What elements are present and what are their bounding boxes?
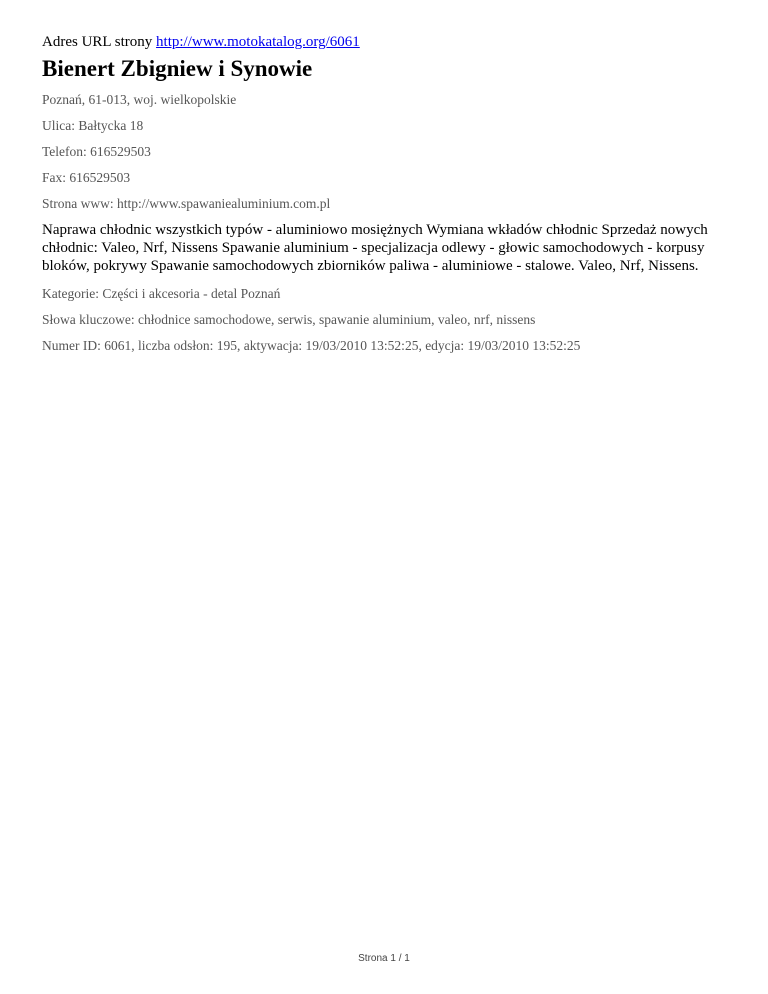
website-line: Strona www: http://www.spawaniealuminium.com.pl (42, 196, 331, 211)
company-name: Bienert Zbigniew i Synowie (42, 56, 313, 81)
phone-line: Telefon: 616529503 (42, 144, 151, 159)
address-line: Poznań, 61-013, woj. wielkopolskie (42, 92, 237, 107)
listing-page (42, 32, 732, 363)
record-info-line: Numer ID: 6061, liczba odsłon: 195, aktywacja: 19/03/2010 13:52:25, edycja: 19/03/2010 13:52:25 (42, 338, 581, 353)
fax-line: Fax: 616529503 (42, 170, 131, 185)
keywords-line: Słowa kluczowe: chłodnice samochodowe, serwis, spawanie aluminium, valeo, nrf, nissens (42, 312, 536, 327)
page-url-link[interactable]: http://www.motokatalog.org/6061 (156, 34, 360, 50)
page-url-line (42, 32, 732, 52)
page-number: Strona 1 / 1 (358, 953, 410, 964)
page-url-label: Adres URL strony (42, 34, 153, 50)
company-description: Naprawa chłodnic wszystkich typów - aluminiowo mosiężnych Wymiana wkładów chłodnic Sprzedaż nowych chłodnic: Valeo, Nrf, Nissens Spawanie aluminium - specjalizacja odlewy - głowic samochodowych - korpusy bloków, pokrywy Spawanie samochodowych zbiorników paliwa - aluminiowe - stalowe. Valeo, Nrf, Nissens. (42, 222, 708, 274)
category-line: Kategorie: Części i akcesoria - detal Poznań (42, 286, 281, 301)
street-line: Ulica: Bałtycka 18 (42, 118, 144, 133)
